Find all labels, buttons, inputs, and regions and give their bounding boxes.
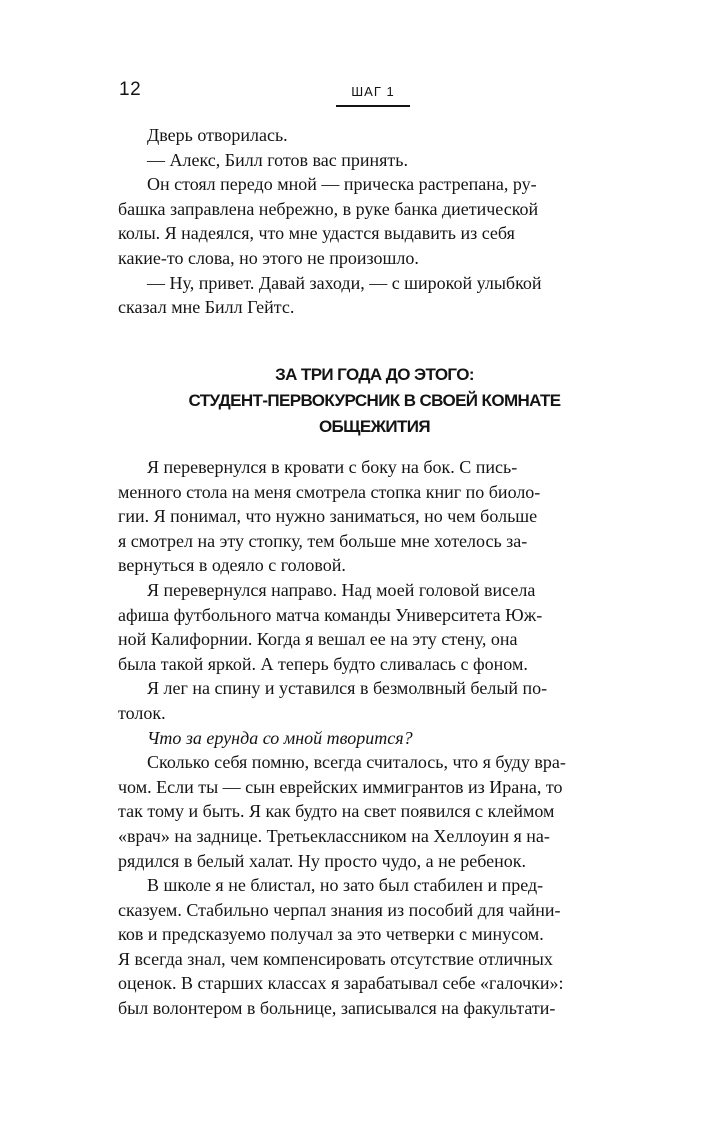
paragraph-line: сказуем. Стабильно черпал знания из пособий для чайни- xyxy=(118,899,561,920)
paragraph-line: был волонтером в больнице, записывался на факультати- xyxy=(118,998,556,1019)
section-heading-line: СТУДЕНТ-ПЕРВОКУРСНИК В СВОЕЙ КОМНАТЕ xyxy=(188,391,561,410)
paragraph-line: Я лег на спину и уставился в безмолвный белый по- xyxy=(147,678,548,699)
section-heading-line: ЗА ТРИ ГОДА ДО ЭТОГО: xyxy=(275,365,474,384)
paragraph-line: менного стола на меня смотрела стопка книг по биоло- xyxy=(118,481,541,502)
paragraph-line: гии. Я понимал, что нужно заниматься, но чем больше xyxy=(118,506,538,527)
running-head: ШАГ 1 xyxy=(351,84,395,99)
dialogue-line: — Ну, привет. Давай заходи, — с широкой улыбкой xyxy=(147,272,542,293)
paragraph-line: Я всегда знал, чем компенсировать отсутствие отличных xyxy=(118,948,553,969)
paragraph-line: колы. Я надеялся, что мне удастся выдавить из себя xyxy=(118,223,515,244)
paragraph-line: так тому и быть. Я как будто на свет появился с клеймом xyxy=(118,801,555,822)
paragraph-line: башка заправлена небрежно, в руке банка диетической xyxy=(118,198,539,219)
section-heading-line: ОБЩЕЖИТИЯ xyxy=(318,417,431,436)
paragraph-line: Он стоял передо мной — прическа растрепана, ру- xyxy=(147,174,537,195)
section-body-text xyxy=(118,455,631,1021)
paragraph-line: была такой яркой. А теперь будто сливалась с фоном. xyxy=(118,653,528,674)
opening-text xyxy=(118,123,631,320)
running-head-rule xyxy=(336,105,410,107)
paragraph-line: афиша футбольного матча команды Университета Юж- xyxy=(118,604,543,625)
paragraph-line: Я перевернулся направо. Над моей головой висела xyxy=(147,579,536,600)
paragraph-line: В школе я не блистал, но зато был стабилен и пред- xyxy=(147,875,544,896)
paragraph-line: Я перевернулся в кровати с боку на бок. С пись- xyxy=(147,457,518,477)
paragraph-line: Дверь отворилась. xyxy=(147,125,288,145)
paragraph-line: я смотрел на эту стопку, тем больше мне хотелось за- xyxy=(118,530,528,551)
paragraph-line: Сколько себя помню, всегда считалось, что я буду вра- xyxy=(147,752,566,773)
paragraph-line: какие-то слова, но этого не произошло. xyxy=(118,247,419,268)
paragraph-line: ков и предсказуемо получал за это четверки с минусом. xyxy=(118,924,544,945)
paragraph-line: рядился в белый халат. Ну просто чудо, а не ребенок. xyxy=(118,850,527,871)
dialogue-line: — Алекс, Билл готов вас принять. xyxy=(147,149,409,170)
paragraph-line: оценок. В старших классах я зарабатывал себе «галочки»: xyxy=(118,973,564,994)
paragraph-line: чом. Если ты — сын еврейских иммигрантов из Ирана, то xyxy=(118,776,563,797)
paragraph-line: толок. xyxy=(118,702,166,723)
paragraph-line: ной Калифорнии. Когда я вешал ее на эту стену, она xyxy=(118,629,518,650)
dialogue-line: сказал мне Билл Гейтс. xyxy=(118,297,295,318)
paragraph-line: вернуться в одеяло с головой. xyxy=(118,555,346,576)
paragraph-line: «врач» на заднице. Третьеклассником на Хеллоуин я на- xyxy=(118,825,550,846)
page-number: 12 xyxy=(119,79,142,100)
italic-thought-line: Что за ерунда со мной творится? xyxy=(147,727,413,748)
section-heading xyxy=(118,362,631,440)
